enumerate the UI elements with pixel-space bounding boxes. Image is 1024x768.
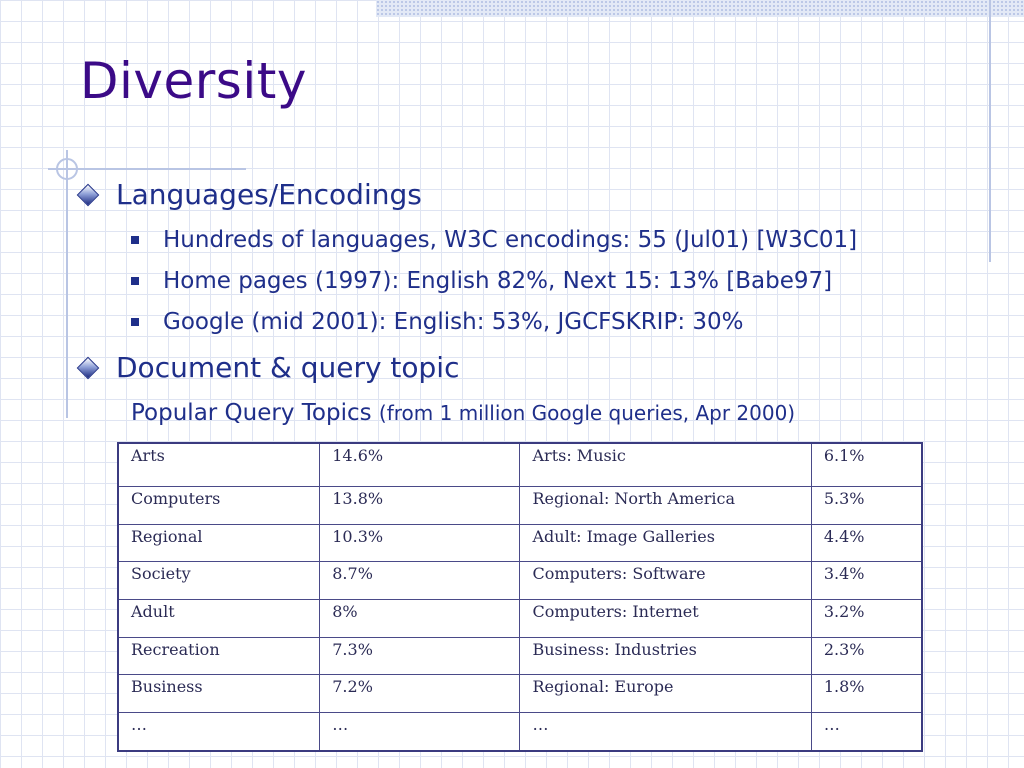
subheading-note: (from 1 million Google queries, Apr 2000) (378, 401, 796, 425)
share-cell: 8.7% (320, 562, 520, 600)
decorative-circle (56, 158, 78, 180)
subtopic-cell: Regional: Europe (520, 675, 811, 713)
sub-bullet-text: Hundreds of languages, W3C encodings: 55 (Jul01) [W3C01] (163, 227, 858, 253)
subshare-cell: 3.2% (811, 599, 922, 637)
table-row (118, 443, 922, 487)
table-row (118, 712, 922, 751)
subtopic-cell: Computers: Internet (520, 599, 811, 637)
subtopic-cell: Computers: Software (520, 562, 811, 600)
decorative-line-right (989, 0, 991, 262)
subtopic-cell: … (520, 712, 811, 751)
sub-bullet-google (131, 309, 744, 335)
share-cell: 10.3% (320, 524, 520, 562)
bullet-text: Languages/Encodings (116, 178, 422, 211)
subtopic-cell: Arts: Music (520, 443, 811, 487)
share-cell: 13.8% (320, 487, 520, 525)
subtopic-cell: Adult: Image Galleries (520, 524, 811, 562)
subshare-cell: 5.3% (811, 487, 922, 525)
sub-bullet-text: Google (mid 2001): English: 53%, JGCFSKRIP: 30% (163, 309, 744, 335)
table-row (118, 675, 922, 713)
bullet-document-query-topic (80, 351, 459, 384)
subshare-cell: 6.1% (811, 443, 922, 487)
top-decorative-band (376, 0, 1024, 17)
topic-cell: Society (118, 562, 320, 600)
sub-bullet-home-pages (131, 268, 832, 294)
slide-title: Diversity (80, 52, 307, 110)
subheading-text: Popular Query Topics (131, 400, 372, 426)
share-cell: 8% (320, 599, 520, 637)
topic-cell: Arts (118, 443, 320, 487)
table-body (118, 443, 922, 751)
diamond-bullet-icon (77, 183, 100, 206)
bullet-text: Document & query topic (116, 351, 460, 384)
topic-cell: Regional (118, 524, 320, 562)
topic-cell: … (118, 712, 320, 751)
subtopic-cell: Regional: North America (520, 487, 811, 525)
subtopic-cell: Business: Industries (520, 637, 811, 675)
share-cell: 7.2% (320, 675, 520, 713)
subshare-cell: 4.4% (811, 524, 922, 562)
share-cell: … (320, 712, 520, 751)
sub-bullet-text: Home pages (1997): English 82%, Next 15: 13% [Babe97] (163, 268, 833, 294)
bullet-languages-encodings (80, 178, 422, 211)
square-bullet-icon (131, 236, 139, 244)
table-row (118, 599, 922, 637)
square-bullet-icon (131, 277, 139, 285)
decorative-line-left (66, 150, 68, 418)
popular-query-topics-heading (131, 400, 795, 426)
table-row (118, 524, 922, 562)
topic-cell: Adult (118, 599, 320, 637)
table-row (118, 487, 922, 525)
topic-cell: Computers (118, 487, 320, 525)
subshare-cell: … (811, 712, 922, 751)
subshare-cell: 3.4% (811, 562, 922, 600)
table-row (118, 637, 922, 675)
share-cell: 7.3% (320, 637, 520, 675)
topic-cell: Recreation (118, 637, 320, 675)
subshare-cell: 2.3% (811, 637, 922, 675)
sub-bullet-languages (131, 227, 857, 253)
query-topics-table (117, 442, 923, 752)
share-cell: 14.6% (320, 443, 520, 487)
subshare-cell: 1.8% (811, 675, 922, 713)
diamond-bullet-icon (77, 356, 100, 379)
topic-cell: Business (118, 675, 320, 713)
square-bullet-icon (131, 318, 139, 326)
table-row (118, 562, 922, 600)
